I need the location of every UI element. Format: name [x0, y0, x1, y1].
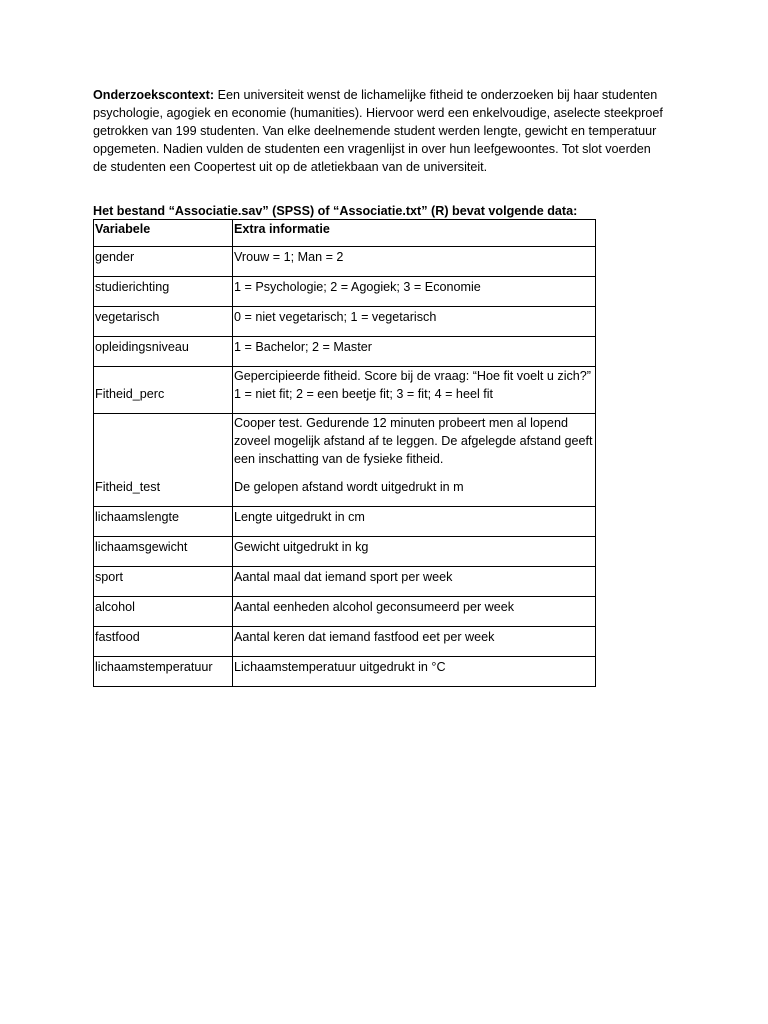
- variable-info: 0 = niet vegetarisch; 1 = vegetarisch: [233, 307, 596, 337]
- variable-info: Aantal eenheden alcohol geconsumeerd per week: [233, 597, 596, 627]
- variable-name-text: Fitheid_perc: [95, 387, 165, 401]
- variable-info: Vrouw = 1; Man = 2: [233, 247, 596, 277]
- document-page: [93, 86, 663, 687]
- variable-info: [233, 367, 596, 414]
- variable-info: 1 = Bachelor; 2 = Master: [233, 337, 596, 367]
- variable-name: [94, 367, 233, 414]
- variable-name: lichaamslengte: [94, 507, 233, 537]
- table-header-row: [94, 220, 596, 247]
- variable-name: vegetarisch: [94, 307, 233, 337]
- variable-name: fastfood: [94, 627, 233, 657]
- table-row: [94, 657, 596, 687]
- table-row: [94, 537, 596, 567]
- variable-info: Aantal keren dat iemand fastfood eet per week: [233, 627, 596, 657]
- variable-info: Aantal maal dat iemand sport per week: [233, 567, 596, 597]
- variables-table: [93, 219, 596, 687]
- variable-info: Lichaamstemperatuur uitgedrukt in °C: [233, 657, 596, 687]
- variable-info: Lengte uitgedrukt in cm: [233, 507, 596, 537]
- header-variable: Variabele: [94, 220, 233, 247]
- variable-name: [94, 414, 233, 507]
- table-row: [94, 507, 596, 537]
- variable-name: opleidingsniveau: [94, 337, 233, 367]
- variable-name-text: Fitheid_test: [95, 480, 161, 494]
- table-row: [94, 367, 596, 414]
- variable-info: Gewicht uitgedrukt in kg: [233, 537, 596, 567]
- variable-name: lichaamsgewicht: [94, 537, 233, 567]
- table-row: [94, 277, 596, 307]
- header-extra-info: Extra informatie: [233, 220, 596, 247]
- variable-name: lichaamstemperatuur: [94, 657, 233, 687]
- research-context-paragraph: [93, 86, 663, 176]
- table-row: [94, 597, 596, 627]
- variable-info: 1 = Psychologie; 2 = Agogiek; 3 = Economie: [233, 277, 596, 307]
- table-row: [94, 627, 596, 657]
- variable-info-line-2: 1 = niet fit; 2 = een beetje fit; 3 = fit; 4 = heel fit: [234, 387, 494, 401]
- table-row: [94, 414, 596, 507]
- variable-info: [233, 414, 596, 507]
- table-row: [94, 567, 596, 597]
- variable-info-line-2: De gelopen afstand wordt uitgedrukt in m: [234, 480, 464, 494]
- table-row: [94, 247, 596, 277]
- research-context-text: Een universiteit wenst de lichamelijke fitheid te onderzoeken bij haar studenten psychologie, agogiek en economie (humanities). Hiervoor werd een enkelvoudige, aselecte steekproef getrokken van 199 studenten. Van elke deelnemende student werden lengte, gewicht en temperatuur opgemeten. Nadien vulden de studenten een vragenlijst in over hun leefgewoontes. Tot slot voerden de studenten een Coopertest uit op de atletiekbaan van de universiteit.: [93, 88, 663, 174]
- table-row: [94, 337, 596, 367]
- variable-info-line-1: Gepercipieerde fitheid. Score bij de vraag: “Hoe fit voelt u zich?”: [234, 369, 592, 383]
- table-row: [94, 307, 596, 337]
- research-context-label: Onderzoekscontext:: [93, 88, 215, 102]
- variable-name: gender: [94, 247, 233, 277]
- table-heading: Het bestand “Associatie.sav” (SPSS) of “Associatie.txt” (R) bevat volgende data:: [93, 204, 578, 218]
- variable-name: alcohol: [94, 597, 233, 627]
- variable-name: studierichting: [94, 277, 233, 307]
- variable-name: sport: [94, 567, 233, 597]
- variable-info-line-1: Cooper test. Gedurende 12 minuten probeert men al lopend zoveel mogelijk afstand af te leggen. De afgelegde afstand geeft een inschatting van de fysieke fitheid.: [234, 416, 593, 466]
